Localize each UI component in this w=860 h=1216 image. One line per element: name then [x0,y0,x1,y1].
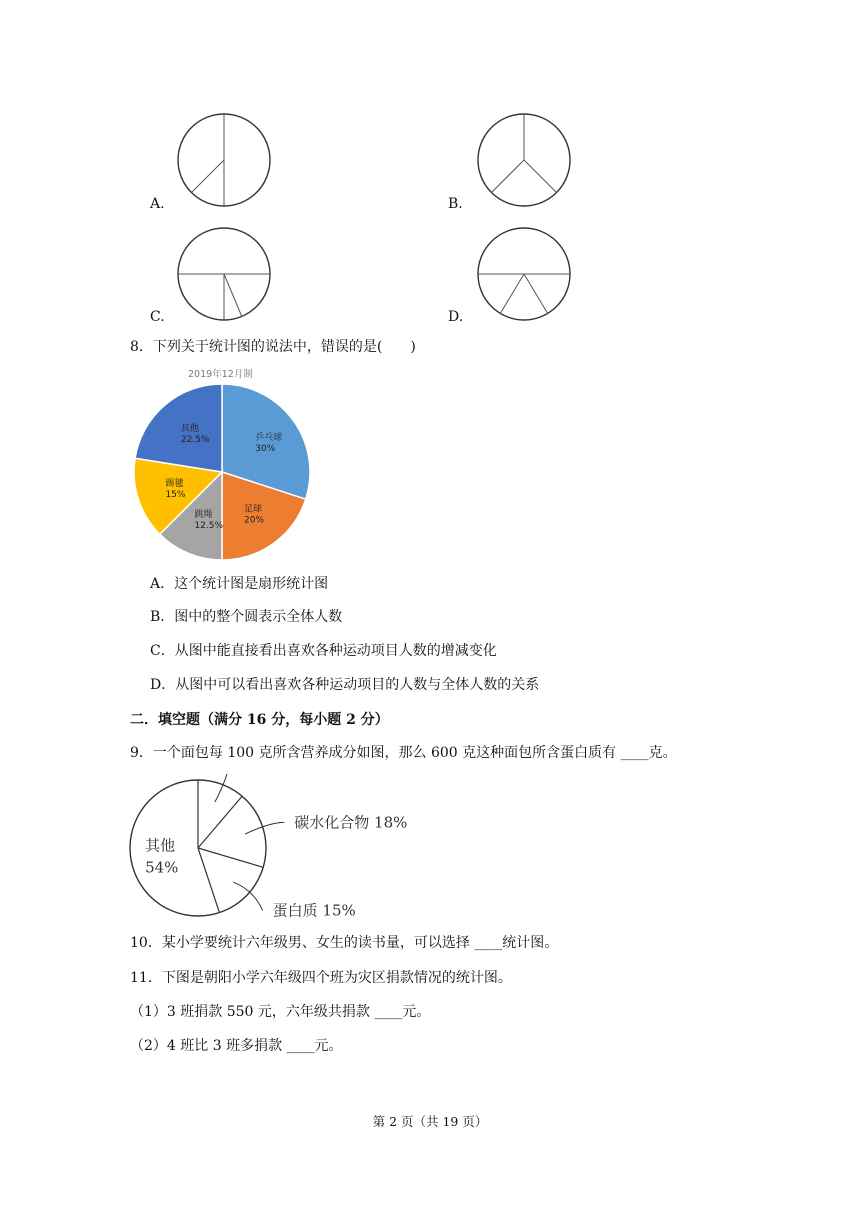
section-title: 二．填空题（满分 16 分，每小题 2 分） [130,712,389,728]
q8-option-c: C．从图中能直接看出喜欢各种运动项目人数的增减变化 [150,643,497,659]
q11-sub2: （2）4 班比 3 班多捐款 ____元。 [130,1038,343,1054]
pie-category-label-3: 踢毽 [165,478,184,489]
pie-value-label-1: 18% [374,813,408,832]
pie-label-1 [294,813,407,831]
pie-divider-2 [198,848,263,867]
option-c-label: C. [150,309,165,325]
q8-option-d: D．从图中可以看出喜欢各种运动项目的人数与全体人数的关系 [150,677,540,693]
pie-value-label-0: 30% [255,443,276,454]
q9-stem: 9．一个面包每 100 克所含营养成分如图，那么 600 克这种面包所含蛋白质有 ____克。 [130,745,677,761]
circle-diagram-d [472,222,576,326]
option-b-label: B. [448,196,463,212]
pie-slice-4 [135,384,222,472]
pie-divider-3 [198,848,219,913]
pie-leader-line-2 [233,882,262,911]
q11-stem: 11．下图是朝阳小学六年级四个班为灾区捐款情况的统计图。 [130,970,512,986]
q8-option-b: B．图中的整个圆表示全体人数 [150,609,343,625]
pie-value-label-4: 22.5% [180,435,210,446]
pie-leader-line-0 [215,774,229,802]
chart-caption: 2019年12月制 [188,369,253,380]
sports-pie-chart [130,380,314,564]
pie-value-label-2: 12.5% [194,521,224,532]
pie-value-label-1: 20% [244,515,265,526]
nutrition-pie-chart [128,774,418,924]
q8-stem: 8．下列关于统计图的说法中，错误的是( ) [130,339,416,355]
pie-label-2 [273,902,356,920]
page-footer: 第 2 页（共 19 页） [372,1114,488,1129]
pie-value-label-2: 15% [322,901,356,920]
q11-sub1: （1）3 班捐款 550 元，六年级共捐款 ____元。 [130,1004,431,1020]
pie-value-label-3: 54% [145,858,179,877]
pie-category-label-2: 蛋白质 [272,901,323,920]
circle-diagram-c [172,222,276,326]
q10-stem: 10．某小学要统计六年级男、女生的读书量，可以选择 ____统计图。 [130,935,559,951]
pie-category-label-4: 其他 [180,424,199,435]
pie-category-label-1: 足球 [244,504,263,515]
pie-category-label-1: 碳水化合物 [294,813,375,832]
pie-category-label-0: 乒乓球 [255,432,283,443]
pie-value-label-3: 15% [165,489,186,500]
pie-category-label-3: 其他 [145,836,176,855]
circle-diagram-b [472,108,576,212]
option-d-label: D. [448,309,464,325]
pie-divider-1 [198,796,242,848]
pie-category-label-2: 跳绳 [194,510,213,521]
q8-option-a: A．这个统计图是扇形统计图 [150,576,329,592]
option-a-label: A. [150,196,165,212]
circle-diagram-a [172,108,276,212]
